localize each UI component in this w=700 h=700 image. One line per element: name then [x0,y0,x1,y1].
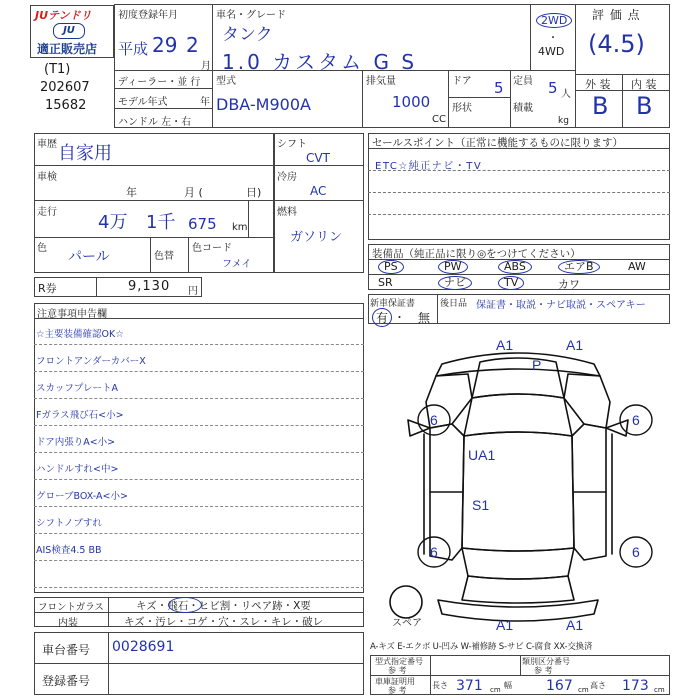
sales-points-label: セールスポイント（正常に機能するものに限ります） [372,137,624,149]
reg-month-unit: 月 [201,61,211,72]
fuel-label: 燃料 [277,207,297,218]
mark-rr-wheel: 6 [632,544,640,560]
displacement-label: 排気量 [366,76,396,87]
doors-label: ドア [452,76,472,87]
height-value: 173 [622,678,649,694]
logo-mark: JU [53,23,85,39]
warranty-yes: 有 [372,308,392,327]
equipment-item-row1: AW [628,260,646,273]
front-glass-mark [168,597,202,613]
color-value: パール [68,249,110,265]
note-item: フロントアンダーカバーX [34,345,364,372]
equipment-item-row1: ABS [498,260,532,274]
displacement-unit: CC [432,114,446,125]
model-name-label: 車名・グレード [216,10,286,21]
model-name: タンク [222,25,273,45]
equipment-item-row2: SR [378,276,393,289]
model-year-label: モデル年式 [118,97,168,108]
equipment-label: 装備品（純正品に限り◎をつけてください） [372,248,581,260]
exterior-grade: B [592,92,609,120]
capacity-unit: 人 [561,89,571,100]
r-ken-box [34,277,202,297]
equipment-item-row1: PS [378,260,404,274]
mark-side-upper: UA1 [468,447,496,463]
color-change-label: 色替 [154,251,174,262]
model-code: DBA-M900A [216,95,311,114]
fuel-value: ガソリン [290,230,343,245]
model-grade: 1.0 カスタム G S [222,50,418,74]
equipment-item-row1: PW [438,260,468,274]
length-value: 371 [456,678,483,694]
handle-label: ハンドル 左・右 [118,117,192,128]
length-unit: cm [490,686,501,694]
width-value: 167 [546,678,573,694]
logo-block [30,5,114,58]
aircon-value: AC [310,184,327,198]
note-item: Fガラス飛び石<小> [34,399,364,426]
score-value: (4.5) [588,30,645,58]
r-ken-value: 9,130 [128,279,171,294]
mark-rear-left: A1 [496,617,514,633]
capacity-value: 5 [548,79,558,97]
warranty-no: 無 [418,311,431,325]
interior-options: キズ・汚レ・コゲ・穴・スレ・キレ・破レ [124,616,324,628]
mark-side-lower: S1 [472,497,490,513]
color-label: 色 [37,243,47,254]
inspection-year-unit: 年 [126,186,137,199]
score-label: 評 価 点 [592,8,641,22]
car-damage-diagram [368,324,670,634]
reg-year: 29 [152,33,178,57]
stock-code: (T1) [44,62,71,77]
logo-brand: JUテンドリ [35,9,92,22]
drive-2wd: 2WD [536,13,572,28]
reg-month: 2 [186,33,199,57]
front-glass-options [136,598,311,613]
registration-label: 登録番号 [42,674,91,688]
warranty-sep: ・ [394,311,405,324]
warranty-label: 新車保証書 [370,299,416,309]
damage-legend: A-キズ E-エクボ U-凹み W-補修跡 S-サビ C-腐食 XX-交換済 [370,642,593,652]
shape-label: 形状 [452,103,472,114]
mark-rf-wheel: 6 [632,412,640,428]
equipment-item-row2: TV [498,276,524,290]
mark-lr-wheel: 6 [430,544,438,560]
note-item: シフトノブすれ [34,507,364,534]
aircon-label: 冷房 [277,172,297,183]
note-item: AIS検査4.5 BB [34,534,364,561]
mark-front-left: A1 [496,337,514,353]
mark-lf-wheel: 6 [430,412,438,428]
note-item: ドア内張りA<小> [34,426,364,453]
import-label: ディーラー・並 行 [118,77,201,88]
length-label: 長さ [432,681,448,690]
rear-window-outline [462,548,574,579]
height-label: 高さ [590,681,606,690]
interior-grade: B [636,92,653,120]
doors-value: 5 [494,79,504,97]
chassis-label: 車台番号 [42,643,91,657]
windshield-outline [464,394,572,436]
note-item: スカッフプレートA [34,372,364,399]
notes-label: 注意事項申告欄 [37,309,107,320]
right-mirror [606,420,628,436]
height-unit: cm [654,686,665,694]
mileage-sen: 1千 [146,212,176,233]
stock-id-1: 202607 [40,80,90,95]
cert-label: 車庫証明用 [375,677,415,686]
logo-dealer-text: 適正販売店 [37,42,98,56]
inspection-label: 車検 [37,172,57,183]
class-label: 類別区分番号 [522,657,570,666]
type-spec-label: 型式指定番号 [375,657,423,666]
note-item: ☆主要装備確認OK☆ [34,318,364,345]
type-spec-ref: 参 考 [388,666,407,675]
mark-front-right: A1 [566,337,584,353]
drive-4wd: 4WD [538,45,565,58]
drive-dot: ・ [548,33,558,44]
width-label: 幅 [504,681,512,690]
width-unit: cm [578,686,589,694]
tailgate-outline [462,576,574,603]
inspection-day-unit: 日) [246,186,262,199]
mileage-man: 4万 [98,212,128,233]
front-glass-label: フロントガラス [38,602,104,613]
history-value: 自家用 [58,143,112,164]
mileage-rest: 675 [188,215,217,233]
mark-rear-right: A1 [566,617,584,633]
color-code-value: フメイ [222,259,252,270]
equipment-item-row1: エアB [558,260,600,274]
equipment-item-row2: ナビ [438,276,472,290]
front-bumper-outline [436,353,600,376]
load-label: 積載 [513,103,533,114]
load-unit: kg [558,116,569,126]
mark-hood: P [532,357,542,373]
shift-label: シフト [277,139,307,150]
color-code-label: 色コード [192,243,232,254]
spare-tire-icon [390,586,422,618]
r-ken-label: R券 [38,282,57,295]
first-reg-label: 初度登録年月 [118,10,178,21]
stock-id-2: 15682 [45,98,87,113]
history-label: 車歴 [37,139,57,150]
class-ref: 参 考 [534,666,553,675]
equipment-item-row2: カワ [558,278,580,291]
shift-value: CVT [306,151,330,165]
model-year-unit: 年 [200,97,210,108]
interior-label: 内 装 [631,78,657,91]
inspection-month-unit: 月 ( [184,186,203,199]
hood-outline [472,358,564,398]
displacement-value: 1000 [392,93,431,111]
note-item: グローブBOX-A<小> [34,480,364,507]
capacity-label: 定員 [513,76,533,87]
mileage-unit: km [232,222,248,233]
postfit-label: 後日品 [440,299,468,309]
cert-ref: 参 考 [388,686,407,695]
sales-points-text: ETC☆純正ナビ・TV [375,161,483,172]
model-code-label: 型式 [216,76,236,87]
mileage-label: 走行 [37,207,57,218]
front-glass-options-text: キズ・飛石・ヒビ割・リペア跡・X要 [136,600,311,612]
reg-era: 平成 [118,40,149,58]
front-right-fender [564,374,610,428]
r-ken-unit: 円 [188,286,198,297]
exterior-label: 外 装 [585,78,611,91]
postfit-items: 保証書・取説・ナビ取説・スペアキー [476,300,646,311]
interior-row-label: 内装 [58,618,78,629]
spare-label: スペア [392,618,422,629]
chassis-value: 0028691 [112,639,175,655]
note-blank-row [34,561,364,588]
note-item: ハンドルすれ<中> [34,453,364,480]
